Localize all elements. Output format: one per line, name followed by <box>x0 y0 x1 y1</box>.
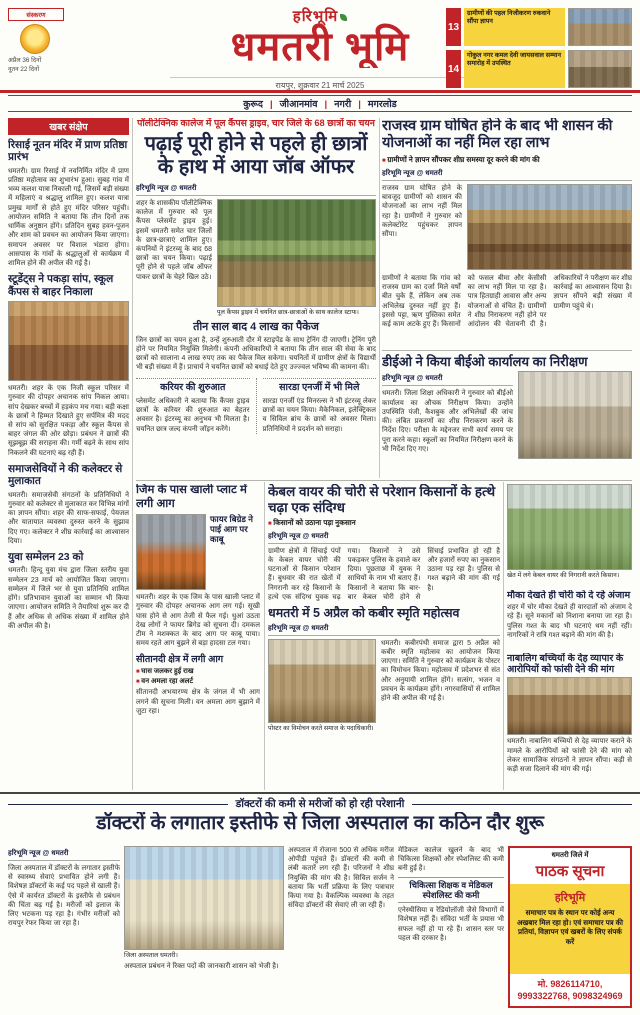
pointer-photo <box>568 8 632 46</box>
story-headline: मौका देखते ही चोरी को दे रहे अंजाम <box>507 590 631 601</box>
masthead-center <box>150 6 490 68</box>
logo-caption-1: अप्रैल 36 दिनों <box>8 57 42 64</box>
page-pointer-text: गोकुल नगर कमल देवी जायसवाल सम्मान समारोह में उपस्थित <box>464 50 565 88</box>
story-column: अस्पताल प्रबंधन ने रिक्त पदों की जानकारी शासन को भेजी है। <box>124 962 279 970</box>
photo-district-hospital <box>124 846 284 950</box>
story-body: धमतरी। नाबालिग बच्चियों से देह व्यापार कराने के मामले के आरोपियों को फांसी देने की मांग को लेकर सामाजिक संगठनों ने ज्ञापन सौंपा। कड़ी से कड़ी सजा दिलाने की मांग की गई। <box>507 738 632 774</box>
ad-body: समाचार पत्र के स्थान पर कोई अन्य अखबार मिल रहा हो। एवं समाचार पत्र की प्रतियां, विज्ञापन एवं खबरों के लिए संपर्क करें <box>516 908 624 947</box>
section-label: खबर संक्षेप <box>8 118 129 135</box>
decorative-line <box>412 804 632 805</box>
sub-story-headline: सारडा एनर्जी में भी मिले <box>263 378 377 395</box>
edition-label: संस्करण <box>8 8 64 21</box>
leaf-icon <box>340 14 347 21</box>
section-divider <box>0 792 640 794</box>
section-divider <box>382 350 632 351</box>
lead-story <box>136 118 376 478</box>
ad-title: पाठक सूचना <box>535 863 605 880</box>
photo-caption: पोस्टर का विमोचन करते समाज के पदाधिकारी। <box>268 724 374 732</box>
deo-inspection-story <box>382 354 632 478</box>
column-divider <box>503 482 504 790</box>
story-headline: पढ़ाई पूरी होने से पहले ही छात्रों के हाथ में आया जॉब ऑफर <box>144 132 368 179</box>
story-body: धमतरी। शहर के एक जिम के पास खाली प्लाट में गुरुवार की दोपहर अचानक आग लग गई। सूखी घास होने से आग तेजी से फैल गई। धुआं उठता देख लोगों ने फायर ब्रिगेड को सूचना दी। दमकल टीम ने मशक्कत के बाद आग पर काबू पाया। समय रहते आग बुझने से बड़ा हादसा टल गया। <box>136 594 260 648</box>
region-nav <box>8 95 632 112</box>
story-kicker: पॉलीटेक्निक कालेज में पूल कैंपस ड्राइव, चार जिले के 68 छात्रों का चयन <box>137 118 375 128</box>
photo-caption: जिला अस्पताल धमतरी। <box>124 952 178 959</box>
byline: हरिभूमि न्यूज @ धमतरी <box>382 373 513 386</box>
cable-theft-story <box>268 484 500 602</box>
sub-story-body: प्लेसमेंट अधिकारी ने बताया कि कैंपस ड्राइव छात्रों के करियर की शुरुआत का बेहतर अवसर है। इंटरव्यू का अनुभव भी मिलता है। चयनित छात्र जल्द कंपनी जॉइन करेंगे। <box>136 397 250 433</box>
page-pointer-2 <box>446 50 632 88</box>
sub-story-bullet: ■ वन अमला रहा अलर्ट <box>136 677 260 687</box>
photo-fire <box>136 514 206 590</box>
sub-story-body: सारडा एनर्जी एंड मिनरल्स ने भी इंटरव्यू लेकर छात्रों का चयन किया। मैकेनिकल, इलेक्ट्रिकल व सिविल ब्रांच के छात्रों को अवसर मिला। प्रतिनिधियों ने प्रदर्शन को सराहा। <box>262 397 376 433</box>
photo-farm-cable <box>507 484 632 570</box>
brief-body: धमतरी। हिन्दू युवा मंच द्वारा जिला स्तरीय युवा सम्मेलन 23 मार्च को आयोजित किया जाएगा। सम्मेलन में जिले भर से युवा प्रतिनिधि शामिल होंगे। प्रतिभावान युवाओं का सम्मान भी किया जाएगा। आयोजन समिति ने तैयारियां शुरू कर दी हैं और अधिक से अधिक संख्या में शामिल होने की अपील की है। <box>8 567 129 630</box>
nav-item: | नगरी <box>318 97 352 110</box>
section-divider <box>136 480 632 481</box>
ad-brand: हरिभूमि <box>554 892 586 904</box>
photo-caption: खेत में लगे केबल वायर की निगरानी करते किसान। <box>507 572 620 579</box>
sub-story-bullet: ■ घास जलकर हुई राख <box>136 667 260 677</box>
photo-side-caption: फायर बिग्रेड ने पाई आग पर काबू <box>210 514 253 545</box>
story-headline: धमतरी में 5 अप्रैल को कबीर स्मृति महोत्सव <box>268 606 460 620</box>
photo-poster-release <box>268 639 376 723</box>
story-lead: शहर के शासकीय पॉलीटेक्निक कालेज में गुरुवार को पूल कैंपस प्लेसमेंट ड्राइव हुई। इसमें धमतरी समेत चार जिलों के छात्र-छात्राएं शामिल हुए। कंपनियों ने इंटरव्यू के बाद 68 छात्रों का चयन किया। पढ़ाई पूरी होने से पहले जॉब ऑफर पाकर छात्रों के चेहरे खिल उठे। <box>136 199 212 281</box>
protest-story <box>507 653 632 790</box>
byline: हरिभूमि न्यूज @ धमतरी <box>8 848 120 861</box>
column-divider <box>379 118 380 478</box>
kabir-festival-story <box>268 606 500 790</box>
sub-story-sarda <box>256 378 377 434</box>
page-pointer-text: ग्रामीणों की पहल निजीकरण रुकवाने सौंपा ज्ञापन <box>464 8 565 46</box>
story-headline: राजस्व ग्राम घोषित होने के बाद भी शासन की योजनाओं का नहीं मिल रहा लाभ <box>382 118 613 152</box>
sub-story-career <box>136 378 250 434</box>
brief-body: धमतरी। समाजसेवी संगठनों के प्रतिनिधियों ने गुरुवार को कलेक्टर से मुलाकात कर विभिन्न मांगों का ज्ञापन सौंपा। शहर की साफ-सफाई, पेयजल और यातायात व्यवस्था दुरुस्त करने के सुझाव दिए गए। कलेक्टर ने शीघ्र कार्रवाई का आश्वासन दिया। <box>8 491 129 545</box>
story-column: एनेस्थीसिया व रेडियोलॉजी जैसे विभागों में विशेषज्ञ नहीं हैं। संविदा भर्ती के प्रयास भी सफल नहीं हो पा रहे हैं। शासन स्तर पर पहल की दरकार है। <box>398 907 504 942</box>
nav-item: कुरूद <box>243 99 263 110</box>
ad-phone-numbers: मो. 9826114710, 9993322768, 9098324969 <box>517 978 623 1001</box>
column-divider <box>132 118 133 790</box>
sun-logo-icon <box>20 24 50 54</box>
brief-body: धमतरी। शहर के एक निजी स्कूल परिसर में गुरुवार की दोपहर अचानक सांप निकल आया। सांप देखकर बच्चों में हड़कंप मच गया। बड़ी कक्षा के छात्रों ने हिम्मत दिखाते हुए सर्पमित्र की मदद से सांप को सुरक्षित पकड़ा और स्कूल कैंपस से बाहर जंगल की ओर छोड़ा। प्रबंधन ने छात्रों की सूझबूझ की सराहना की। गर्मी बढ़ने के साथ सांप निकलने की घटनाएं बढ़ रही हैं। <box>8 385 129 457</box>
story-kicker: डॉक्टरों की कमी से मरीजों को हो रही परेशानी <box>235 798 405 810</box>
masthead-left <box>8 8 126 88</box>
story-headline: नाबालिग बच्चियों के देह व्यापार के आरोपियों को फांसी देने की मांग <box>507 653 624 676</box>
byline: हरिभूमि न्यूज @ धमतरी <box>382 168 632 181</box>
sub-headline: चिकित्सा शिक्षक व मेडिकल स्पेशलिस्ट की कमी <box>398 877 504 903</box>
page-pointer-number: 14 <box>446 50 461 88</box>
page-pointer-number: 13 <box>446 8 461 46</box>
decorative-line <box>8 804 228 805</box>
photo-campus-drive <box>217 199 376 307</box>
doctors-story-body <box>8 846 632 1008</box>
brief-headline: स्टूडेंट्स ने पकड़ा सांप, स्कूल कैंपस से बाहर निकाला <box>8 273 114 298</box>
brief-body: धमतरी। ग्राम रिसाई में नवनिर्मित मंदिर में प्राण प्रतिष्ठा महोत्सव का शुभारंभ हुआ। सुबह गांव में भव्य कलश यात्रा निकाली गई, जिसमें बड़ी संख्या में महिलाएं व श्रद्धालु शामिल हुए। कलश यात्रा प्रमुख मार्गों से होते हुए मंदिर परिसर पहुंची। आयोजन समिति ने बताया कि तीन दिनों तक धार्मिक अनुष्ठान होंगे। प्रतिदिन सुबह हवन-पूजन और शाम को प्रवचन का आयोजन किया जाएगा। समापन अवसर पर विशाल भंडारा होगा। आसपास के गांवों के श्रद्धालुओं से कार्यक्रम में शामिल होने की अपील की गई है। <box>8 167 129 268</box>
story-body: जिन छात्रों का चयन हुआ है, उन्हें शुरुआती दौर में स्टाइपेंड के साथ ट्रेनिंग दी जाएगी। ट्रेनिंग पूरी होने पर नियमित नियुक्ति मिलेगी। कंपनी अधिकारियों ने बताया कि तीन साल की सेवा के बाद छात्रों को सालाना 4 लाख रुपए तक का पैकेज मिल सकेगा। चयनितों में ग्रामीण क्षेत्रों के विद्यार्थी भी बड़ी संख्या में हैं। प्राचार्य ने चयनित छात्रों को बधाई देते हुए उज्ज्वल भविष्य की कामना की। <box>136 336 376 372</box>
logo-caption-2: नूतन 22 दिनों <box>8 65 40 73</box>
story-body: धमतरी। कबीरपंथी समाज द्वारा 5 अप्रैल को कबीर स्मृति महोत्सव का आयोजन किया जाएगा। समिति ने गुरुवार को कार्यक्रम के पोस्टर का विमोचन किया। महोत्सव में प्रदेशभर से संत और अनुयायी शामिल होंगे। सत्संग, भजन व प्रवचन के कार्यक्रम होंगे। नगरवासियों से शामिल होने की अपील की गई है। <box>381 639 500 703</box>
byline: हरिभूमि न्यूज @ धमतरी <box>136 183 376 196</box>
story-headline: जिम के पास खाली प्लाट में लगी आग <box>136 484 247 510</box>
photo-snake-rescue <box>8 301 129 381</box>
news-briefs-column <box>8 118 129 790</box>
revenue-village-story <box>382 118 632 348</box>
brief-headline: रिसाई नूतन मंदिर में प्राण प्रतिष्ठा प्रारंभ <box>8 139 128 164</box>
cable-story-photo-block <box>507 484 632 586</box>
story-body: शहर में चोर मौका देखते ही वारदातों को अंजाम दे रहे हैं। सूने मकानों को निशाना बनाया जा रहा है। पुलिस गश्त के बाद भी घटनाएं थम नहीं रहीं। नागरिकों ने रात्रि गश्त बढ़ाने की मांग की है। <box>507 604 632 639</box>
story-body: ग्रामीणों ने बताया कि गांव को राजस्व ग्राम का दर्जा मिले वर्षों बीत चुके हैं, लेकिन अब तक अभिलेख दुरुस्त नहीं हुए हैं। इससे पट्टा, ऋण पुस्तिका समेत कई काम अटके हुए हैं। किसानों को फसल बीमा और केसीसी का लाभ नहीं मिल पा रहा है। पात्र हितग्राही आवास और अन्य योजनाओं से वंचित हैं। ग्रामीणों ने शीघ्र निराकरण नहीं होने पर आंदोलन की चेतावनी दी है। अधिकारियों ने परीक्षण कर शीघ्र कार्रवाई का आश्वासन दिया है। ज्ञापन सौंपने बड़ी संख्या में ग्रामीण पहुंचे थे। <box>382 275 632 329</box>
theft-short-story <box>507 590 632 650</box>
byline: हरिभूमि न्यूज @ धमतरी <box>268 623 500 636</box>
story-headline: डीईओ ने किया बीईओ कार्यालय का निरीक्षण <box>382 354 588 369</box>
photo-office-inspection <box>518 371 632 459</box>
photo-caption: पूल कैंपस ड्राइव में चयनित छात्र-छात्राओं के साथ कालेज स्टाफ। <box>217 308 359 316</box>
story-column: अस्पताल में रोजाना 500 से अधिक मरीज ओपीडी पहुंचते हैं। डॉक्टरों की कमी से लंबी कतारें लग रही हैं। परिजनों ने शीघ्र नियुक्ति की मांग की है। सिविल सर्जन ने बताया कि भर्ती प्रक्रिया के लिए पत्राचार किया गया है। वैकल्पिक व्यवस्था के तहत संविदा डॉक्टरों की सेवाएं ली जा रही हैं। <box>288 847 394 910</box>
story-bullet: ■ किसानों को उठाना पड़ा नुकसान <box>268 518 500 529</box>
brief-headline: समाजसेवियों ने की कलेक्टर से मुलाकात <box>8 462 123 488</box>
sub-story-body: सीतानदी अभयारण्य क्षेत्र के जंगल में भी आग लगने की सूचना मिली। वन अमला आग बुझाने में जुटा रहा। <box>136 689 260 715</box>
ad-topline: धमतरी जिले में <box>551 852 589 859</box>
photo-villagers-memorandum <box>467 184 632 270</box>
ad-message <box>510 884 630 974</box>
story-body: धमतरी। जिला शिक्षा अधिकारी ने गुरुवार को बीईओ कार्यालय का औचक निरीक्षण किया। उन्होंने उपस्थिति पंजी, कैशबुक और अभिलेखों की जांच की। लंबित प्रकरणों का शीघ्र निराकरण करने के निर्देश दिए। परीक्षा के मद्देनजर सभी कार्य समय पर पूरा करने कहा। स्कूलों का नियमित निरीक्षण करने के भी निर्देश दिए गए। <box>382 390 513 453</box>
sub-story-headline: करियर की शुरुआत <box>136 378 250 395</box>
story-body: ग्रामीण क्षेत्रों में सिंचाई पंपों के केबल वायर चोरी की घटनाओं से किसान परेशान हैं। बुधवार की रात खेतों में निगरानी कर रहे किसानों के हत्थे एक संदिग्ध युवक चढ़ गया। किसानों ने उसे पकड़कर पुलिस के हवाले कर दिया। पूछताछ में युवक ने साथियों के नाम भी बताए हैं। किसानों ने बताया कि बार-बार केबल चोरी होने से सिंचाई प्रभावित हो रही है और हजारों रुपए का नुकसान उठाना पड़ रहा है। पुलिस से गश्त बढ़ाने की मांग की गई है। <box>268 547 500 601</box>
byline: हरिभूमि न्यूज @ धमतरी <box>268 531 500 544</box>
story-headline: केबल वायर की चोरी से परेशान किसानों के हत्थे चढ़ा एक संदिग्ध <box>268 484 496 515</box>
brand-logo <box>150 6 490 26</box>
newspaper-title: धमतरी भूमि <box>230 25 410 68</box>
masthead-rule <box>0 90 640 93</box>
brand-name: हरिभूमि <box>292 8 339 25</box>
story-column: मेडिकल कालेज खुलने के बाद भी चिकित्सा शिक्षकों और स्पेशलिस्ट की कमी बनी हुई है। <box>398 847 504 873</box>
page-pointer-1 <box>446 8 632 46</box>
doctors-kicker-row <box>8 797 632 811</box>
nav-item: | जीआनमांव <box>263 97 318 110</box>
photo-protesters <box>507 677 632 735</box>
nav-item: | मगरलोड <box>351 97 397 110</box>
story-column: जिला अस्पताल में डॉक्टरों के लगातार इस्तीफे से स्वास्थ्य सेवाएं प्रभावित होने लगी हैं। विशेषज्ञ डॉक्टरों के कई पद पहले से खाली हैं। ऐसे में कार्यरत डॉक्टरों के इस्तीफे से प्रबंधन की चिंता बढ़ गई है। मरीजों को इलाज के लिए भटकना पड़ रहा है। गंभीर मरीजों को रायपुर रेफर किया जा रहा है। <box>8 865 120 928</box>
brief-headline: युवा सम्मेलन 23 को <box>8 551 84 564</box>
plot-fire-story <box>136 484 260 790</box>
sub-story-headline: सीतानदी क्षेत्र में लगी आग <box>136 653 224 665</box>
dateline: रायपुर, शुक्रवार 21 मार्च 2025 <box>170 77 470 91</box>
story-bullet: ■ ग्रामीणों ने ज्ञापन सौंपकर शीघ्र समस्या दूर करने की मांग की <box>382 155 632 166</box>
sub-headline: तीन साल बाद 4 लाख का पैकेज <box>193 320 319 333</box>
story-lead: राजस्व ग्राम घोषित होने के बावजूद ग्रामीणों को शासन की योजनाओं का लाभ नहीं मिल रहा है। ग्रामीणों ने गुरुवार को कलेक्टोरेट पहुंचकर ज्ञापन सौंपा। <box>382 185 462 239</box>
story-headline: डॉक्टरों के लगातार इस्तीफे से जिला अस्पताल का कठिन दौर शुरू <box>96 812 544 834</box>
reader-notice-ad <box>508 846 632 1008</box>
pointer-photo <box>568 50 632 88</box>
column-divider <box>264 482 265 790</box>
